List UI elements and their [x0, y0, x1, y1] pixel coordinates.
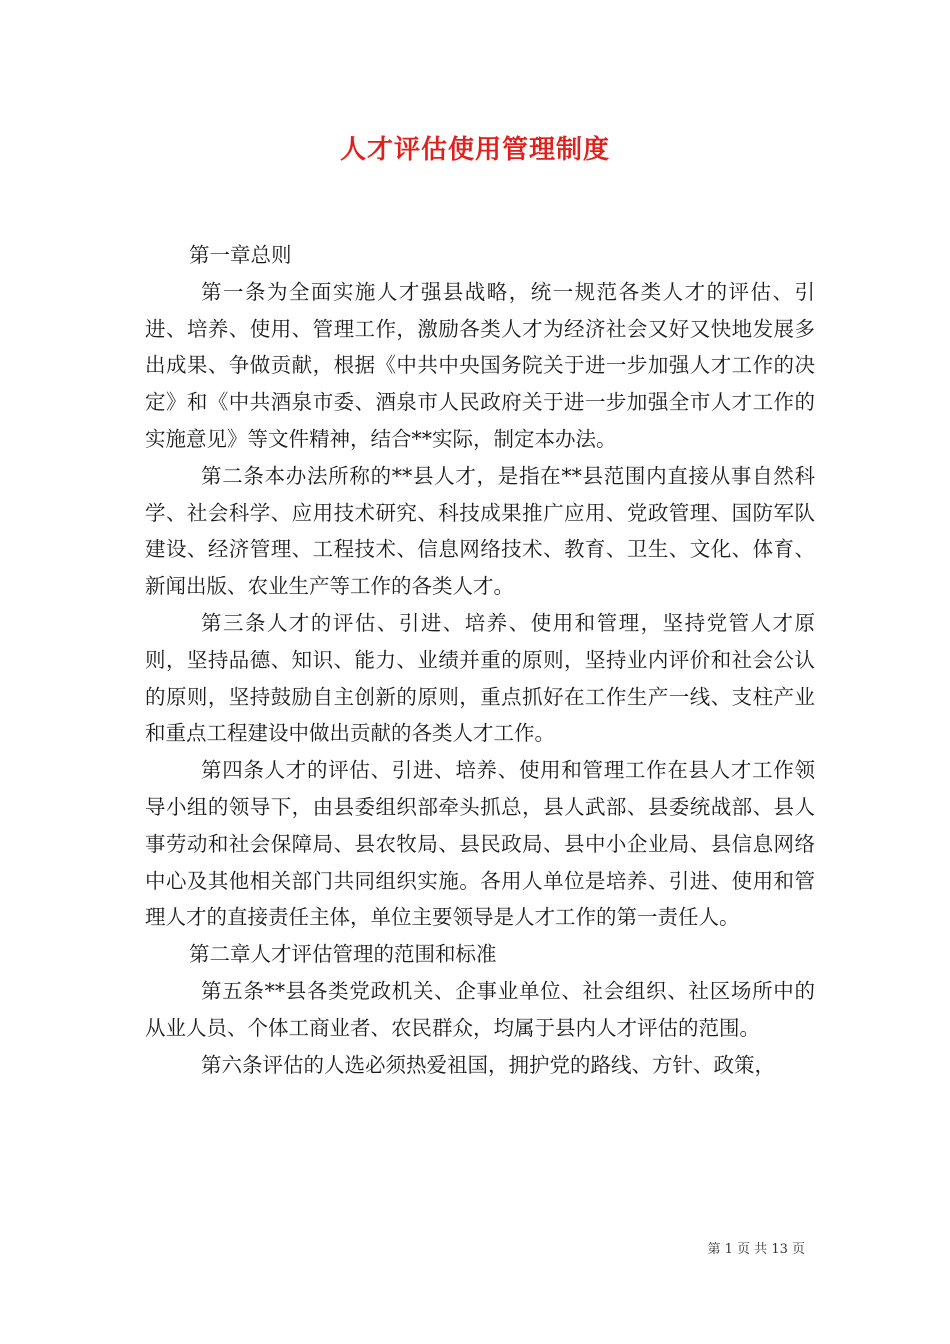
- article-paragraph: 第四条人才的评估、引进、培养、使用和管理工作在县人才工作领导小组的领导下，由县委组织部牵头抓总，县人武部、县委统战部、县人事劳动和社会保障局、县农牧局、县民政局、县中小企业局、县信息网络中心及其他相关部门共同组织实施。各用人单位是培养、引进、使用和管理人才的直接责任主体，单位主要领导是人才工作的第一责任人。: [145, 758, 815, 930]
- page-number: 第 1 页 共 13 页: [707, 1242, 805, 1257]
- chapter-heading: 第二章人才评估管理的范围和标准: [189, 942, 497, 967]
- document-body: [145, 237, 815, 1083]
- chapter-heading: 第一章总则: [189, 243, 292, 267]
- article-paragraph: 第三条人才的评估、引进、培养、使用和管理，坚持党管人才原则，坚持品德、知识、能力、业绩并重的原则，坚持业内评价和社会公认的原则，坚持鼓励自主创新的原则，重点抓好在工作生产一线、支柱产业和重点工程建设中做出贡献的各类人才工作。: [145, 610, 815, 746]
- article-paragraph: 第五条**县各类党政机关、企事业单位、社会组织、社区场所中的从业人员、个体工商业者、农民群众，均属于县内人才评估的范围。: [145, 978, 815, 1040]
- article-paragraph: 第二条本办法所称的**县人才，是指在**县范围内直接从事自然科学、社会科学、应用技术研究、科技成果推广应用、党政管理、国防军队建设、经济管理、工程技术、信息网络技术、教育、卫生、文化、体育、新闻出版、农业生产等工作的各类人才。: [145, 463, 815, 599]
- article-paragraph: 第六条评估的人选必须热爱祖国，拥护党的路线、方针、政策，: [201, 1052, 775, 1077]
- document-title: 人才评估使用管理制度: [339, 135, 610, 165]
- article-paragraph: 第一条为全面实施人才强县战略，统一规范各类人才的评估、引进、培养、使用、管理工作，激励各类人才为经济社会又好又快地发展多出成果、争做贡献，根据《中共中央国务院关于进一步加强人才工作的决定》和《中共酒泉市委、酒泉市人民政府关于进一步加强全市人才工作的实施意见》等文件精神，结合**实际，制定本办法。: [145, 279, 815, 451]
